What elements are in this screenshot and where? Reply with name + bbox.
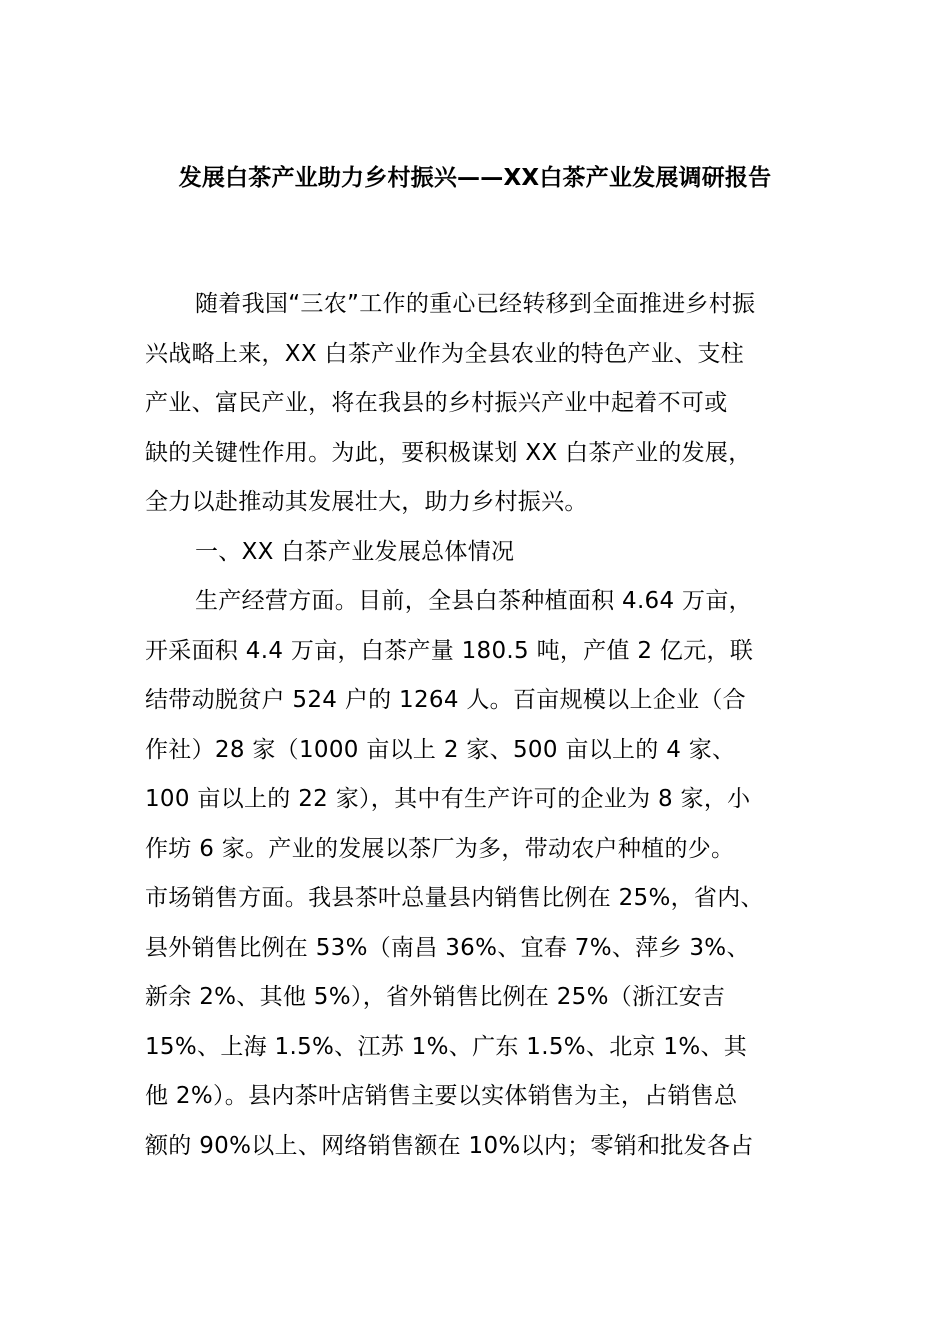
paragraph-line: 结带动脱贫户 524 户的 1264 人。百亩规模以上企业（合 xyxy=(145,687,746,713)
paragraph-line: 15%、上海 1.5%、江苏 1%、广东 1.5%、北京 1%、其 xyxy=(145,1033,748,1060)
paragraph-line: 产业、富民产业，将在我县的乡村振兴产业中起着不可或 xyxy=(145,390,728,416)
paragraph-line: 随着我国“三农”工作的重心已经转移到全面推进乡村振 xyxy=(195,291,756,317)
paragraph-line: 作社）28 家（1000 亩以上 2 家、500 亩以上的 4 家、 xyxy=(145,736,736,763)
paragraph-line: 生产经营方面。目前，全县白茶种植面积 4.64 万亩， xyxy=(195,588,752,614)
paragraph-line: 县外销售比例在 53%（南昌 36%、宜春 7%、萍乡 3%、 xyxy=(145,934,750,961)
paragraph-line: 他 2%）。县内茶叶店销售主要以实体销售为主，占销售总 xyxy=(145,1083,738,1109)
document-title: 发展白茶产业助力乡村振兴——XX白茶产业发展调研报告 xyxy=(178,165,772,191)
paragraph-line: 全力以赴推动其发展壮大，助力乡村振兴。 xyxy=(145,489,588,515)
section-heading: 一、XX 白茶产业发展总体情况 xyxy=(195,538,515,565)
paragraph-line: 额的 90%以上、网络销售额在 10%以内；零销和批发各占 xyxy=(145,1132,754,1159)
paragraph-line: 市场销售方面。我县茶叶总量县内销售比例在 25%，省内、 xyxy=(145,885,764,911)
paragraph-line: 兴战略上来，XX 白茶产业作为全县农业的特色产业、支柱 xyxy=(145,340,744,367)
paragraph-line: 新余 2%、其他 5%），省外销售比例在 25%（浙江安吉 xyxy=(145,984,726,1010)
paragraph-line: 开采面积 4.4 万亩，白茶产量 180.5 吨，产值 2 亿元，联 xyxy=(145,637,754,664)
paragraph-line: 100 亩以上的 22 家），其中有生产许可的企业为 8 家，小 xyxy=(145,786,751,812)
paragraph-line: 作坊 6 家。产业的发展以茶厂为多，带动农户种植的少。 xyxy=(145,835,735,862)
paragraph-line: 缺的关键性作用。为此，要积极谋划 XX 白茶产业的发展， xyxy=(145,439,752,466)
document-body xyxy=(145,280,835,1171)
